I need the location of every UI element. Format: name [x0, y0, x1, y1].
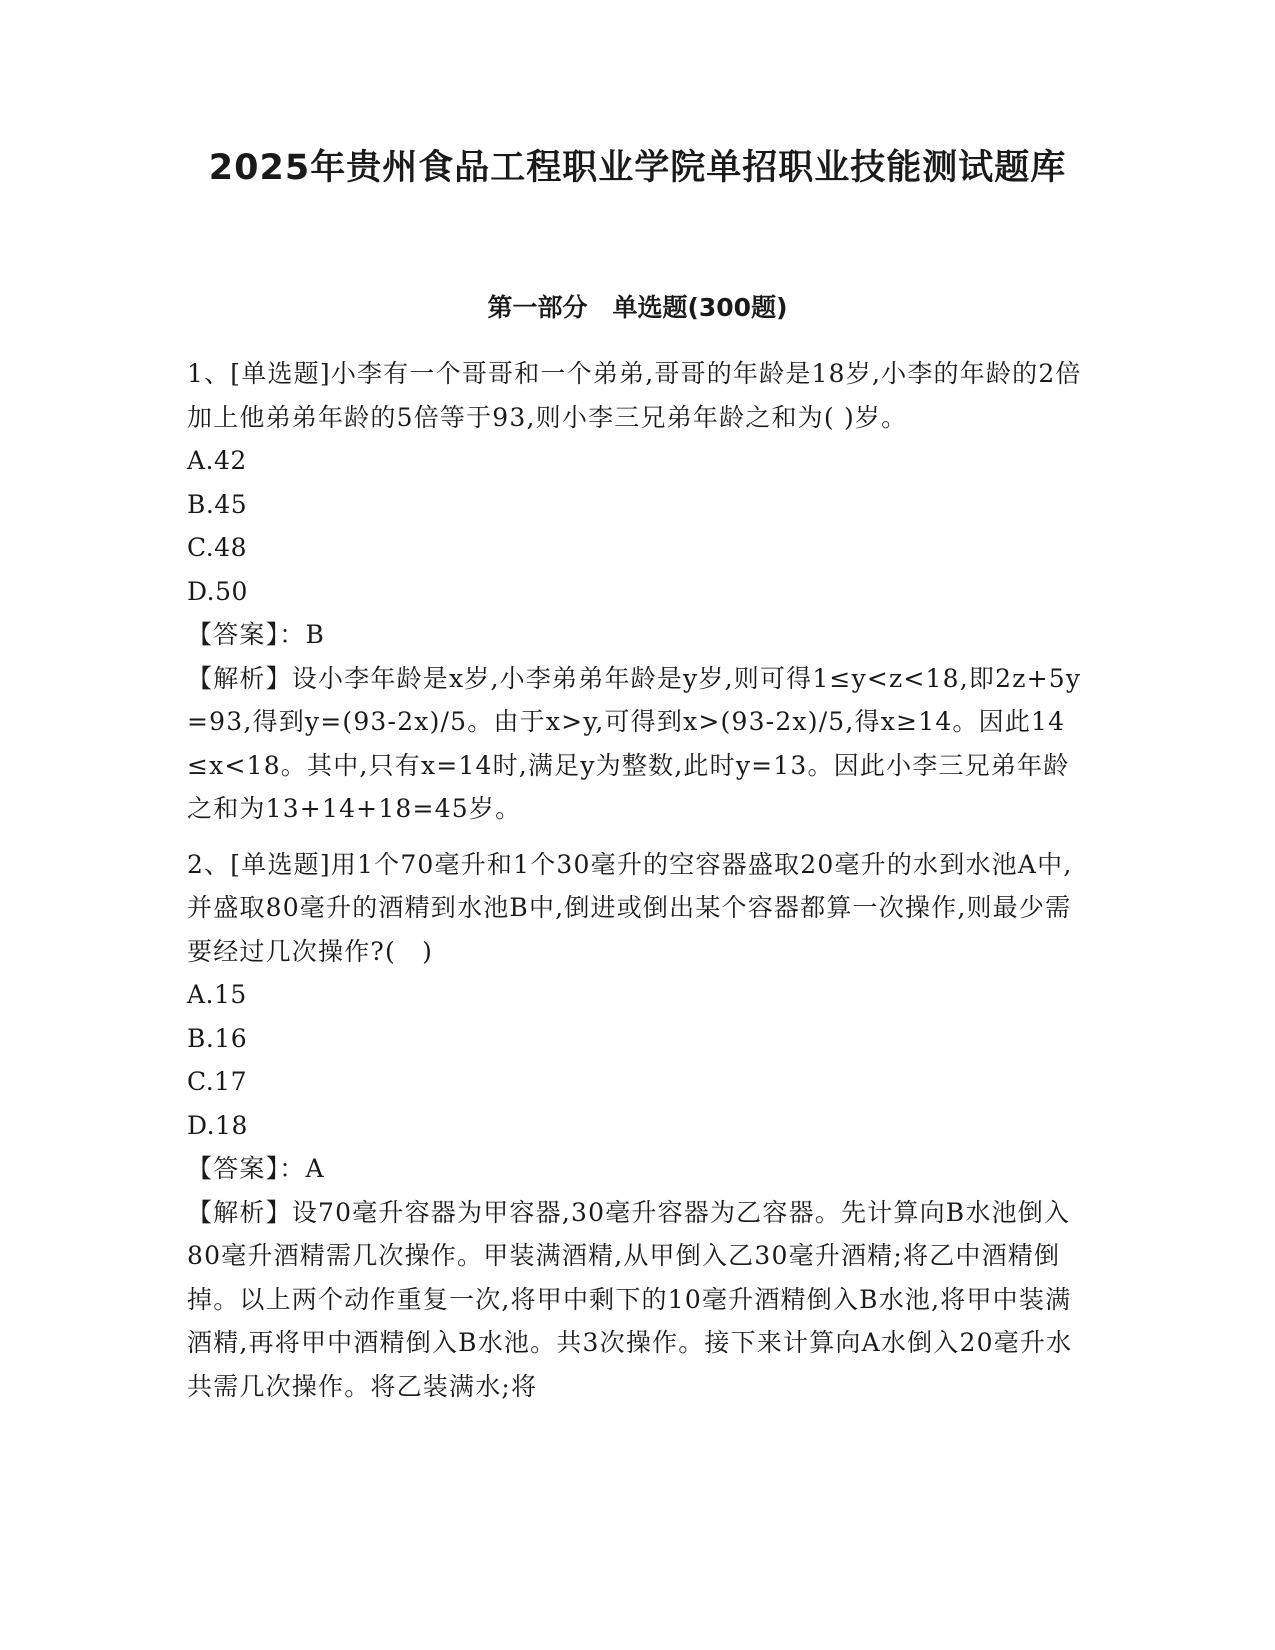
answer-line: 【答案】：B: [187, 620, 326, 649]
analysis-text: 【解析】设小李年龄是x岁,小李弟弟年龄是y岁,则可得1≤y<z<18,即2z+5y=93,得到y=(93-2x)/5。由于x>y,可得到x>(93-2x)/5,得x≥14。因此14≤x<18。其中,只有x=14时,满足y为整数,此时y=13。因此小李三兄弟年龄之和为13+14+18=45岁。: [187, 663, 1082, 823]
question-list: [187, 352, 1082, 1408]
question-stem: 1、[单选题]小李有一个哥哥和一个弟弟,哥哥的年龄是18岁,小李的年龄的2倍加上他弟弟年龄的5倍等于93,则小李三兄弟年龄之和为( )岁。: [187, 359, 1082, 432]
option-a: A.15: [187, 980, 247, 1009]
question-item: [187, 843, 1082, 1409]
option-a: A.42: [187, 446, 247, 475]
question-item: [187, 352, 1082, 831]
option-b: B.16: [187, 1023, 248, 1053]
option-b: B.45: [187, 489, 248, 519]
answer-line: 【答案】：A: [187, 1154, 325, 1183]
analysis-text: 【解析】设70毫升容器为甲容器,30毫升容器为乙容器。先计算向B水池倒入80毫升酒精需几次操作。甲装满酒精,从甲倒入乙30毫升酒精;将乙中酒精倒掉。以上两个动作重复一次,将甲中剩下的10毫升酒精倒入B水池,将甲中装满酒精,再将甲中酒精倒入B水池。共3次操作。接下来计算向A水倒入20毫升水共需几次操作。将乙装满水;将: [187, 1197, 1073, 1401]
section-title: 第一部分 单选题(300题): [487, 293, 788, 322]
option-c: C.17: [187, 1067, 247, 1096]
page-title: 2025年贵州食品工程职业学院单招职业技能测试题库: [208, 148, 1067, 188]
option-d: D.50: [187, 576, 248, 606]
question-stem: 2、[单选题]用1个70毫升和1个30毫升的空容器盛取20毫升的水到水池A中,并盛取80毫升的酒精到水池B中,倒进或倒出某个容器都算一次操作,则最少需要经过几次操作?( ): [187, 849, 1073, 966]
option-d: D.18: [187, 1110, 248, 1140]
option-c: C.48: [187, 533, 247, 562]
